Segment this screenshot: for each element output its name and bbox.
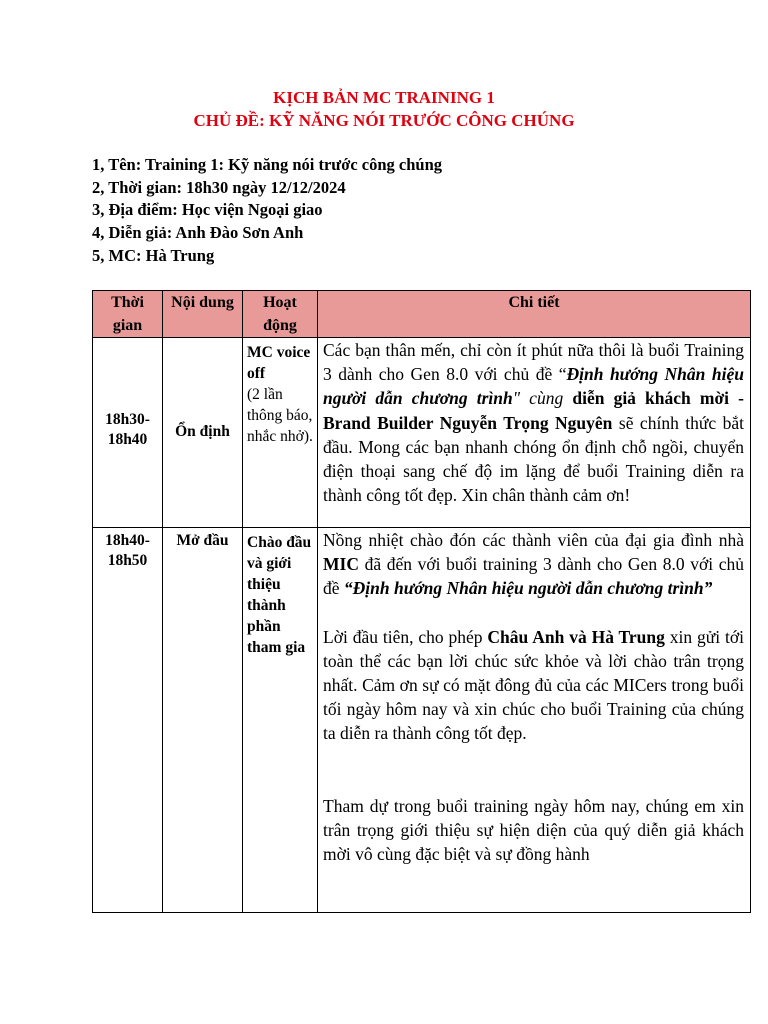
activity-label: Chào đầu và giới thiệu thành phần tham gia — [247, 534, 312, 656]
detail-text: sẽ chính thức bắt đầu. Mong các bạn nhanh chóng ổn định chỗ ngồi, chuyển điện thoại sang chế độ im lặng để buổi Training diễn ra thành công tốt đẹp. Xin chân thành cảm ơn! — [323, 412, 744, 506]
detail-quote: " cùng — [512, 388, 573, 409]
row-time: 18h40-18h50 — [93, 528, 163, 913]
script-table — [92, 290, 751, 913]
detail-topic: “Định hướng Nhân hiệu người dẫn chương trình” — [343, 578, 713, 599]
row-activity — [243, 338, 318, 528]
row-content: Mở đầu — [163, 528, 243, 913]
row-content: Ổn định — [163, 338, 243, 528]
table-row — [93, 528, 751, 913]
info-line-mc: 5, MC: Hà Trung — [92, 246, 215, 265]
table-row — [93, 338, 751, 528]
info-line-name: 1, Tên: Training 1: Kỹ năng nói trước công chúng — [92, 155, 443, 174]
detail-text: đã đến với buổi training 3 dành cho Gen 8.0 với chủ đề — [323, 554, 744, 599]
row-activity — [243, 528, 318, 913]
detail-org: MIC — [323, 554, 359, 575]
header-time: Thời gian — [93, 291, 163, 338]
activity-label: MC voice off — [247, 344, 311, 382]
header-detail: Chi tiết — [318, 291, 751, 338]
detail-topic: Định hướng Nhân hiệu người dẫn chương trình — [323, 364, 744, 409]
row-detail — [318, 338, 751, 528]
detail-text: Lời đầu tiên, cho phép — [323, 626, 488, 647]
detail-mcs: Châu Anh và Hà Trung — [487, 626, 665, 647]
document-title: KỊCH BẢN MC TRAINING 1 — [273, 88, 495, 107]
info-line-time: 2, Thời gian: 18h30 ngày 12/12/2024 — [92, 178, 346, 197]
table-header-row — [93, 291, 751, 338]
detail-text: xin gửi tới toàn thể các bạn lời chúc sức khỏe và lời chào trân trọng nhất. Cảm ơn sự có mặt đông đủ của các MICers trong buổi tối ngày hôm nay và xin chúc cho buổi Training của chúng ta diễn ra thành công tốt đẹp. — [323, 626, 744, 744]
detail-text: Nồng nhiệt chào đón các thành viên của đại gia đình nhà — [323, 530, 744, 550]
info-line-venue: 3, Địa điểm: Học viện Ngoại giao — [92, 200, 323, 219]
row-detail — [318, 528, 751, 913]
header-content: Nội dung — [163, 291, 243, 338]
document-subtitle: CHỦ ĐỀ: KỸ NĂNG NÓI TRƯỚC CÔNG CHÚNG — [193, 111, 575, 130]
header-activity: Hoạt động — [243, 291, 318, 338]
activity-note: (2 lần thông báo, nhắc nhở). — [247, 386, 313, 445]
row-time: 18h30-18h40 — [93, 338, 163, 528]
detail-guest: diễn giả khách mời - Brand Builder Nguyễn Trọng Nguyên — [323, 388, 744, 433]
detail-text: Các bạn thân mến, chỉ còn ít phút nữa thôi là buổi Training 3 dành cho Gen 8.0 với chủ đề “ — [323, 340, 744, 385]
info-line-speaker: 4, Diễn giả: Anh Đào Sơn Anh — [92, 223, 304, 242]
detail-text: Tham dự trong buổi training ngày hôm nay, chúng em xin trân trọng giới thiệu sự hiện diện của quý diễn giả khách mời vô cùng đặc biệt và sự đồng hành — [323, 795, 744, 865]
